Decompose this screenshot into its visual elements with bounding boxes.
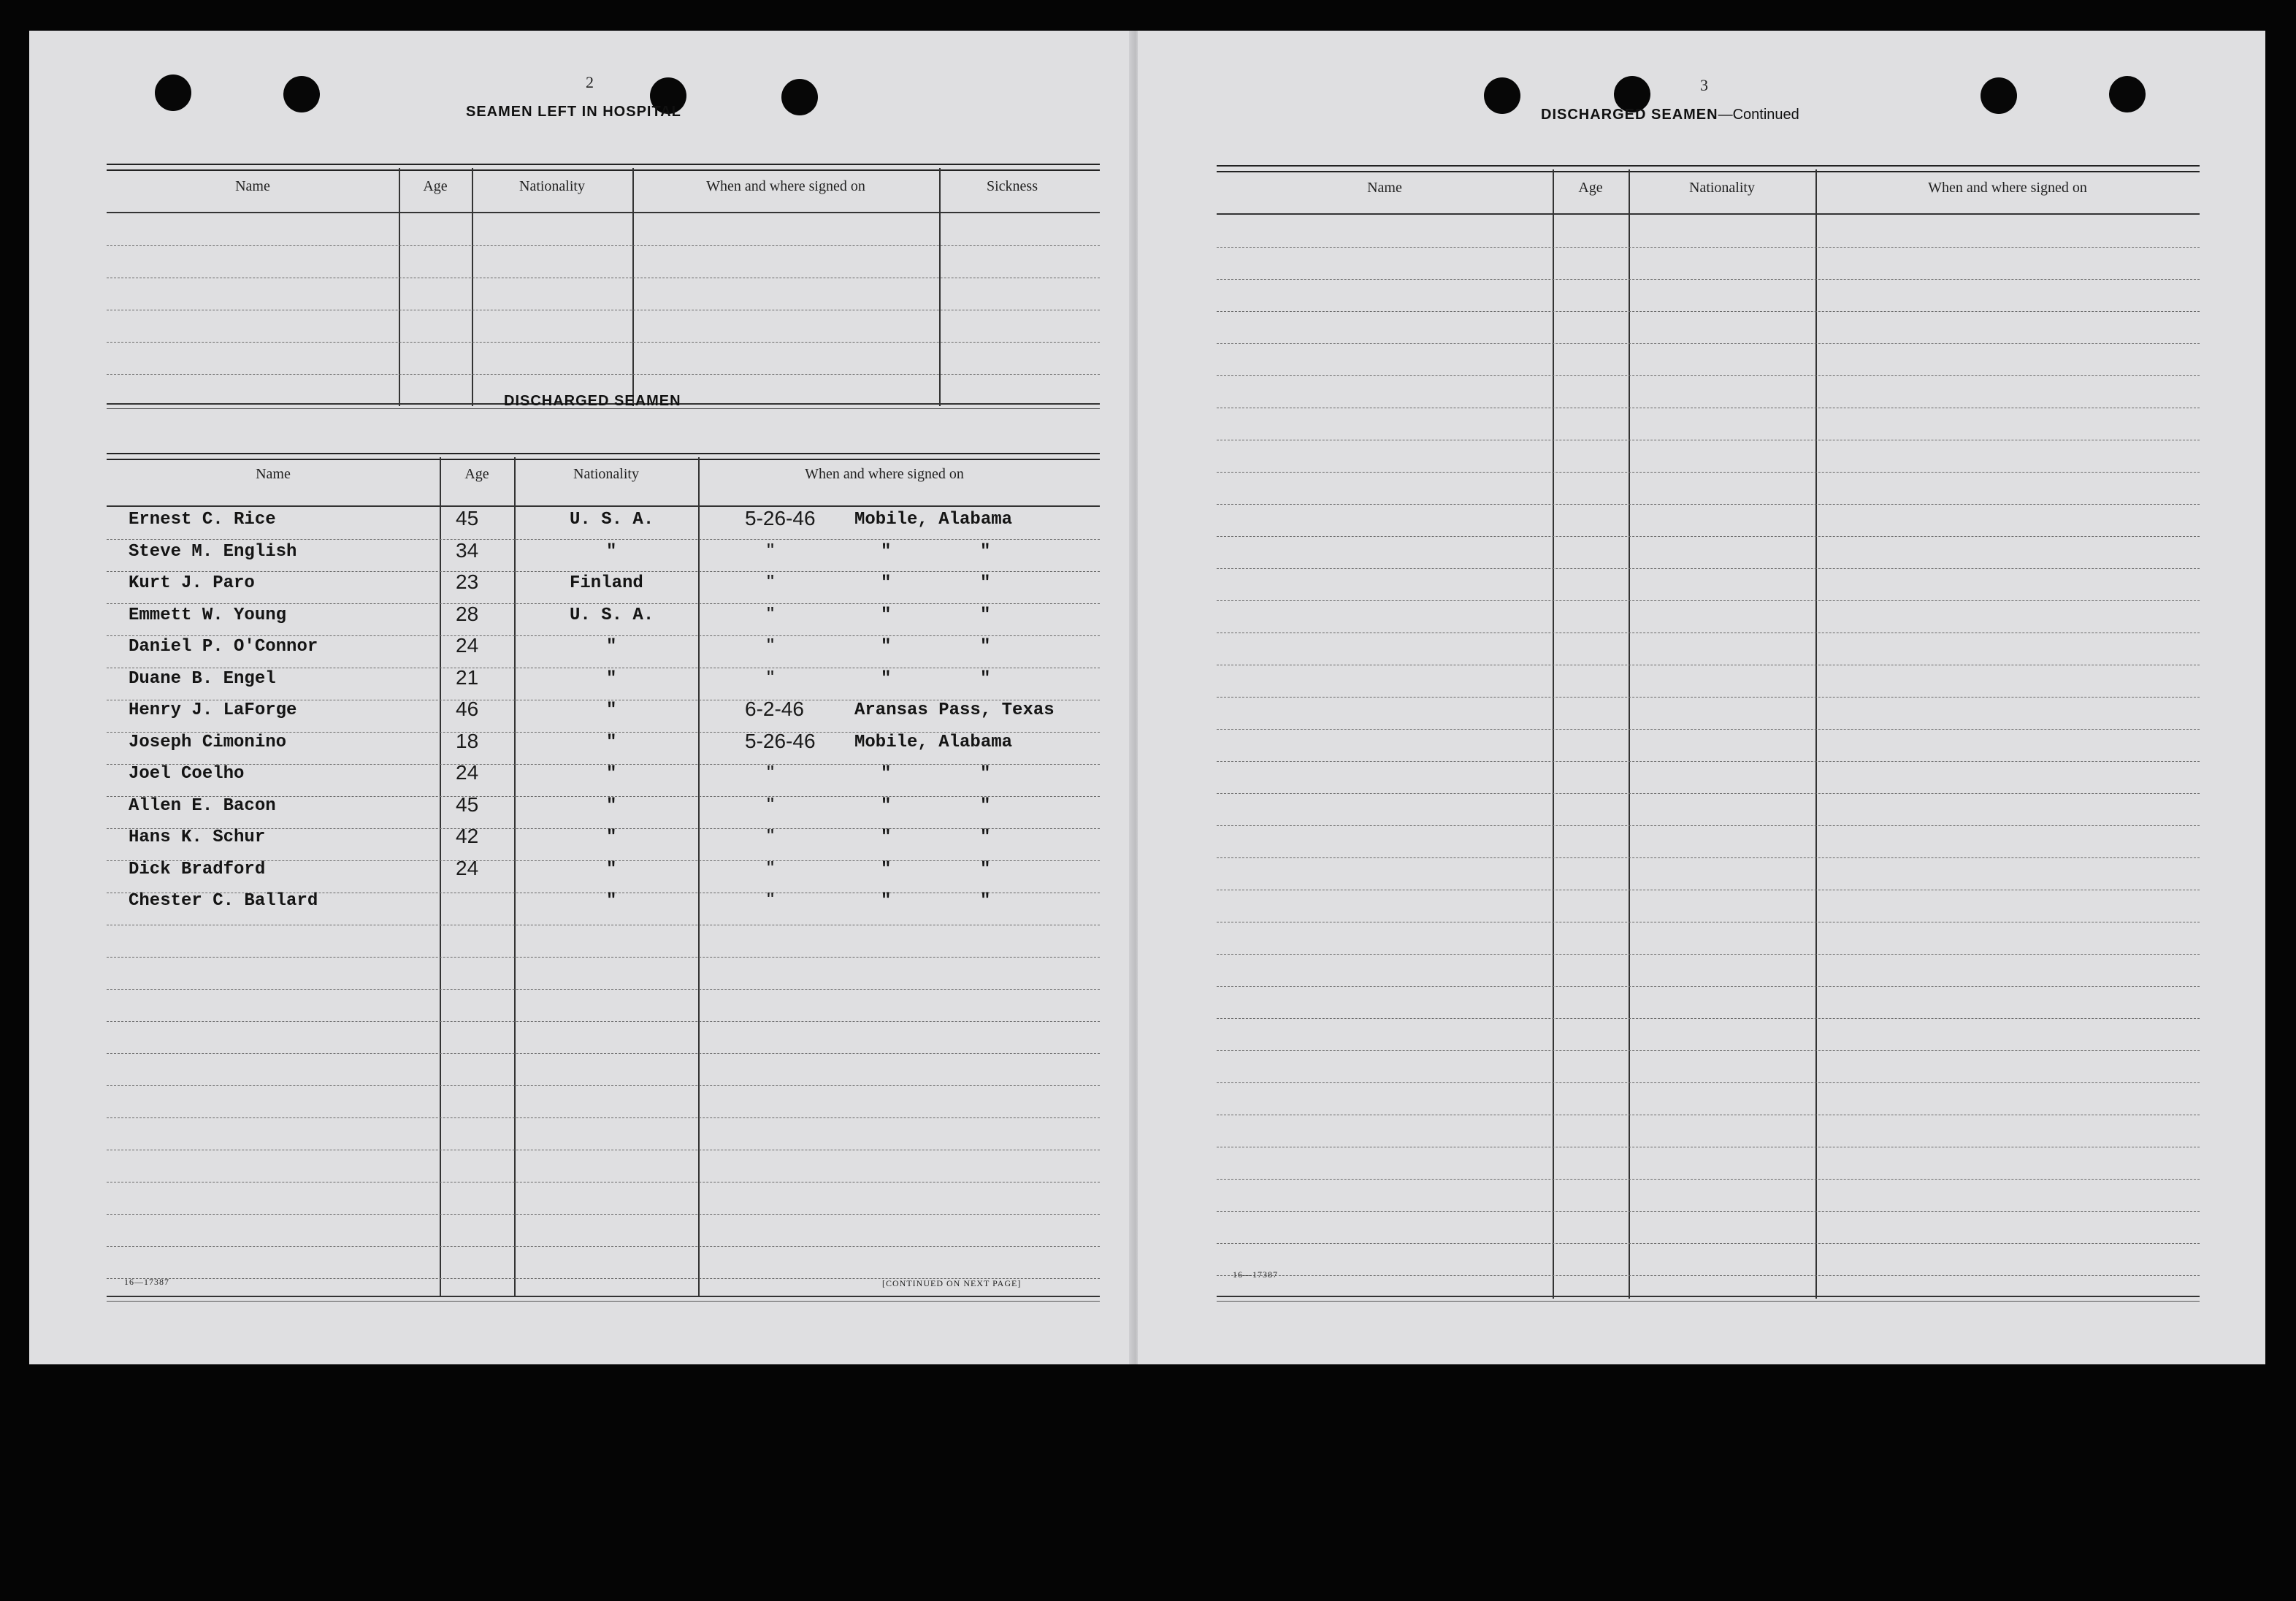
discharged-continued-title [1541,107,1799,123]
row-rule [1217,986,2200,987]
cell-date: " [767,665,774,689]
column-header-sickness: Sickness [987,178,1038,194]
cell-place: Aransas Pass, Texas [854,700,1055,720]
column-header-signed-on: When and where signed on [1928,180,2087,196]
cell-nationality: " [606,732,617,752]
row-rule [107,635,1100,636]
cell-ditto: " [980,668,991,689]
discharged-continued-table [1217,131,2200,1300]
punch-hole [781,79,818,115]
cell-date: 5-26-46 [745,507,816,530]
column-header-name: Name [235,178,270,194]
row-rule [107,1214,1100,1215]
cell-ditto: " [980,828,991,847]
cell-ditto: " [980,637,991,657]
row-rule [1217,375,2200,376]
cell-date: " [767,538,774,562]
cell-place: " [881,859,892,879]
row-rule [107,603,1100,604]
cell-ditto: " [980,605,991,625]
punch-hole [2109,76,2146,112]
column-header-signed-on: When and where signed on [706,178,865,194]
column-header-nationality: Nationality [573,466,639,482]
cell-place: " [881,668,892,689]
page-number: 3 [1700,76,1708,94]
column-header-age: Age [464,466,489,482]
punch-hole [283,76,320,112]
row-rule [1217,568,2200,569]
cell-name: Chester C. Ballard [129,891,318,911]
row-rule [107,1021,1100,1022]
row-rule [1217,729,2200,730]
punch-hole [1981,77,2017,114]
cell-name: Emmett W. Young [129,605,287,625]
punch-hole [155,74,191,111]
cell-name: Allen E. Bacon [129,795,276,816]
cell-ditto: " [980,859,991,879]
cell-date: 6-2-46 [745,698,804,720]
row-rule [1217,343,2200,344]
form-number: 16—17387 [1233,1269,1278,1280]
cell-name: Dick Bradford [129,859,266,879]
column-header-name: Name [1367,180,1402,196]
cell-date: " [767,888,774,911]
cell-date: " [767,792,774,816]
cell-nationality: " [606,795,617,816]
cell-nationality: " [606,637,617,657]
cell-name: Steve M. English [129,541,297,562]
page-number: 2 [586,73,594,91]
row-rule [1217,311,2200,312]
cell-date: " [767,825,774,847]
row-rule [1217,954,2200,955]
row-rule [107,1053,1100,1054]
cell-place: " [881,573,892,593]
row-rule [1217,1211,2200,1212]
row-rule [107,1117,1100,1118]
row-rule [1217,825,2200,826]
cell-name: Hans K. Schur [129,828,266,847]
cell-date: " [767,634,774,657]
cell-ditto: " [980,764,991,784]
row-rule [107,571,1100,572]
row-rule [107,957,1100,958]
cell-nationality: " [606,828,617,847]
row-rule [1217,1275,2200,1276]
row-rule [107,1085,1100,1086]
hospital-table [107,131,1100,409]
right-page [1138,31,2265,1364]
title-continued: —Continued [1718,107,1799,123]
form-number: 16—17387 [124,1277,169,1287]
cell-ditto: " [980,541,991,562]
cell-ditto: " [980,891,991,911]
cell-place: " [881,541,892,562]
row-rule [1217,1082,2200,1083]
cell-age: 24 [456,856,479,879]
cell-age: 42 [456,825,479,847]
column-header-nationality: Nationality [1689,180,1755,196]
row-rule [1217,1050,2200,1051]
cell-nationality: U. S. A. [570,510,654,530]
cell-date: " [767,761,774,784]
row-rule [1217,1179,2200,1180]
column-header-name: Name [256,466,291,482]
left-page [29,31,1138,1364]
cell-place: " [881,795,892,816]
row-rule [1217,504,2200,505]
cell-age: 23 [456,570,479,593]
continued-note: [CONTINUED ON NEXT PAGE] [882,1278,1022,1288]
cell-age: 45 [456,507,479,530]
cell-nationality: " [606,764,617,784]
cell-place: " [881,637,892,657]
row-rule [1217,761,2200,762]
row-rule [107,1246,1100,1247]
cell-nationality: " [606,668,617,689]
row-rule [1217,793,2200,794]
cell-nationality: " [606,859,617,879]
cell-name: Joseph Cimonino [129,732,287,752]
cell-name: Kurt J. Paro [129,573,255,593]
cell-date: 5-26-46 [745,729,816,752]
cell-age: 24 [456,634,479,657]
cell-name: Daniel P. O'Connor [129,637,318,657]
cell-place: Mobile, Alabama [854,510,1013,530]
discharged-section-title: DISCHARGED SEAMEN [504,393,681,409]
column-header-age: Age [1578,180,1603,196]
cell-date: " [767,570,774,593]
cell-place: " [881,764,892,784]
row-rule [107,764,1100,765]
cell-age: 28 [456,602,479,625]
cell-place: " [881,605,892,625]
cell-name: Ernest C. Rice [129,510,276,530]
row-rule [1217,697,2200,698]
row-rule [1217,247,2200,248]
cell-nationality: U. S. A. [570,605,654,625]
cell-place: " [881,828,892,847]
cell-age: 46 [456,698,479,720]
cell-nationality: " [606,541,617,562]
row-rule [1217,279,2200,280]
punch-hole [1484,77,1520,114]
cell-date: " [767,602,774,625]
title-main: DISCHARGED SEAMEN [1541,107,1718,123]
cell-ditto: " [980,573,991,593]
cell-place: " [881,891,892,911]
cell-name: Henry J. LaForge [129,700,297,720]
cell-age: 45 [456,792,479,816]
column-header-age: Age [423,178,448,194]
row-rule [1217,1018,2200,1019]
cell-name: Joel Coelho [129,764,245,784]
row-rule [107,539,1100,540]
row-rule [107,989,1100,990]
cell-place: Mobile, Alabama [854,732,1013,752]
cell-date: " [767,856,774,879]
row-rule [1217,600,2200,601]
cell-nationality: Finland [570,573,643,593]
row-rule [1217,472,2200,473]
cell-age: 34 [456,538,479,562]
cell-ditto: " [980,795,991,816]
column-header-nationality: Nationality [519,178,585,194]
cell-name: Duane B. Engel [129,668,276,689]
row-rule [1217,1243,2200,1244]
hospital-section-title: SEAMEN LEFT IN HOSPITAL [466,104,681,120]
cell-nationality: " [606,700,617,720]
cell-age: 24 [456,761,479,784]
cell-nationality: " [606,891,617,911]
cell-age: 21 [456,665,479,689]
row-rule [1217,536,2200,537]
row-rule [1217,857,2200,858]
cell-age: 18 [456,729,479,752]
column-header-signed-on: When and where signed on [805,466,964,482]
